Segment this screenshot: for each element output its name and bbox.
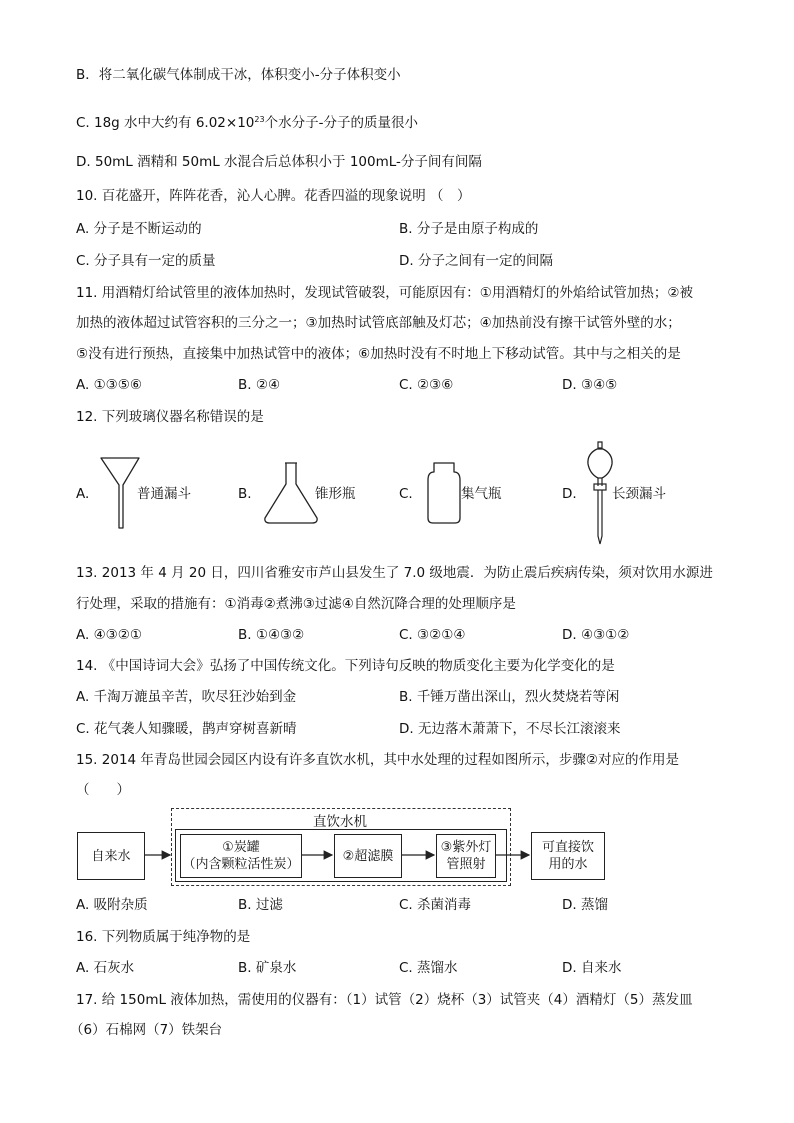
- q16-option-c: C. 蒸馏水: [399, 960, 458, 976]
- uv-lamp-label: ③紫外灯: [440, 840, 492, 855]
- q9-option-c: C. 18g 水中大约有 $6.02\times 10^{23}$个水分子-分子的质量很小: [76, 115, 418, 131]
- q15-option-d: D. 蒸馏: [562, 897, 608, 913]
- q11-stem-line3: ⑤没有进行预热，直接集中加热试管中的液体；⑥加热时没有不时地上下移动试管。其中与之相关的是: [76, 346, 681, 362]
- q14-option-c: C. 花气袭人知骤暖，鹊声穿树喜新晴: [76, 721, 297, 737]
- q13-option-c: C. ③②①④: [399, 627, 466, 643]
- q13-stem-line2: 行处理，采取的措施有：①消毒②煮沸③过滤④自然沉降合理的处理顺序是: [76, 596, 516, 612]
- q15-option-b: B. 过滤: [238, 897, 283, 913]
- q16-option-a: A. 石灰水: [76, 960, 135, 976]
- q15-option-a: A. 吸附杂质: [76, 897, 148, 913]
- q15-stem-line2: （ ）: [76, 782, 130, 798]
- q17-stem-line1: 17. 给 150mL 液体加热，需使用的仪器有：（1）试管（2）烧杯（3）试管夹（4）酒精灯（5）蒸发皿: [76, 992, 693, 1008]
- q12-option-c-letter: C.: [399, 486, 413, 502]
- q10-option-c: C. 分子具有一定的质量: [76, 253, 216, 269]
- q11-option-d: D. ③④⑤: [562, 377, 618, 393]
- q10-option-b: B. 分子是由原子构成的: [399, 221, 539, 237]
- q14-option-d: D. 无边落木萧萧下，不尽长江滚滚来: [399, 721, 621, 737]
- q11-option-c: C. ②③⑥: [399, 377, 454, 393]
- q14-option-a: A. 千淘万漉虽辛苦，吹尽狂沙始到金: [76, 689, 297, 705]
- q13-option-a: A. ④③②①: [76, 627, 142, 643]
- q9-option-b: B．将二氧化碳气体制成干冰，体积变小-分子体积变小: [76, 67, 401, 83]
- q16-option-b: B. 矿泉水: [238, 960, 297, 976]
- q10-option-a: A. 分子是不断运动的: [76, 221, 202, 237]
- tap-water-label: 自来水: [91, 848, 131, 864]
- q11-option-b: B. ②④: [238, 377, 281, 393]
- q11-stem-line1: 11. 用酒精灯给试管里的液体加热时，发现试管破裂，可能原因有：①用酒精灯的外焰给试管加热；②被: [76, 285, 693, 301]
- q10-option-d: D. 分子之间有一定的间隔: [399, 253, 553, 269]
- q13-option-b: B. ①④③②: [238, 627, 305, 643]
- q17-stem-line2: （6）石棉网（7）铁架台: [70, 1022, 223, 1038]
- q14-option-b: B. 千锤万凿出深山，烈火焚烧若等闲: [399, 689, 620, 705]
- q13-stem-line1: 13. 2013 年 4 月 20 日，四川省雅安市芦山县发生了 7.0 级地震．为防止震后疾病传染，须对饮用水源进: [76, 565, 713, 581]
- q11-stem-line2: 加热的液体超过试管容积的三分之一；③加热时试管底部触及灯芯；④加热前没有擦干试管外壁的水；: [76, 315, 681, 331]
- q14-stem: 14. 《中国诗词大会》弘扬了中国传统文化。下列诗句反映的物质变化主要为化学变化的是: [76, 658, 615, 674]
- drinkable-water-sublabel: 用的水: [548, 857, 588, 872]
- q16-stem: 16. 下列物质属于纯净物的是: [76, 929, 251, 945]
- q10-stem: 10. 百花盛开，阵阵花香，沁人心脾。花香四溢的现象说明 （ ）: [76, 188, 471, 204]
- uv-lamp-sublabel: 管照射: [446, 857, 486, 872]
- q12-option-c-name: 集气瓶: [461, 486, 502, 502]
- ultrafiltration-label: ②超滤膜: [342, 848, 394, 864]
- dispenser-group-label: 直饮水机: [310, 810, 370, 830]
- q12-option-b-letter: B.: [238, 486, 252, 502]
- carbon-tank-label: ①炭罐: [222, 840, 260, 855]
- q12-option-a-letter: A.: [76, 486, 90, 502]
- q12-stem: 12. 下列玻璃仪器名称错误的是: [76, 409, 264, 425]
- q12-option-a-name: 普通漏斗: [137, 486, 191, 502]
- q11-option-a: A. ①③⑤⑥: [76, 377, 142, 393]
- drinkable-water-label: 可直接饮: [541, 840, 594, 855]
- q12-option-d-name: 长颈漏斗: [612, 486, 666, 502]
- q15-option-c: C. 杀菌消毒: [399, 897, 472, 913]
- q12-option-b-name: 锥形瓶: [315, 486, 356, 502]
- q12-option-d-letter: D.: [562, 486, 577, 502]
- carbon-tank-sublabel: （内含颗粒活性炭）: [182, 857, 300, 872]
- q15-stem-line1: 15. 2014 年青岛世园会园区内设有许多直饮水机，其中水处理的过程如图所示，步骤②对应的作用是: [76, 752, 680, 768]
- q16-option-d: D. 自来水: [562, 960, 622, 976]
- q13-option-d: D. ④③①②: [562, 627, 630, 643]
- q9-option-d: D. 50mL 酒精和 50mL 水混合后总体积小于 100mL-分子间有间隔: [76, 154, 482, 170]
